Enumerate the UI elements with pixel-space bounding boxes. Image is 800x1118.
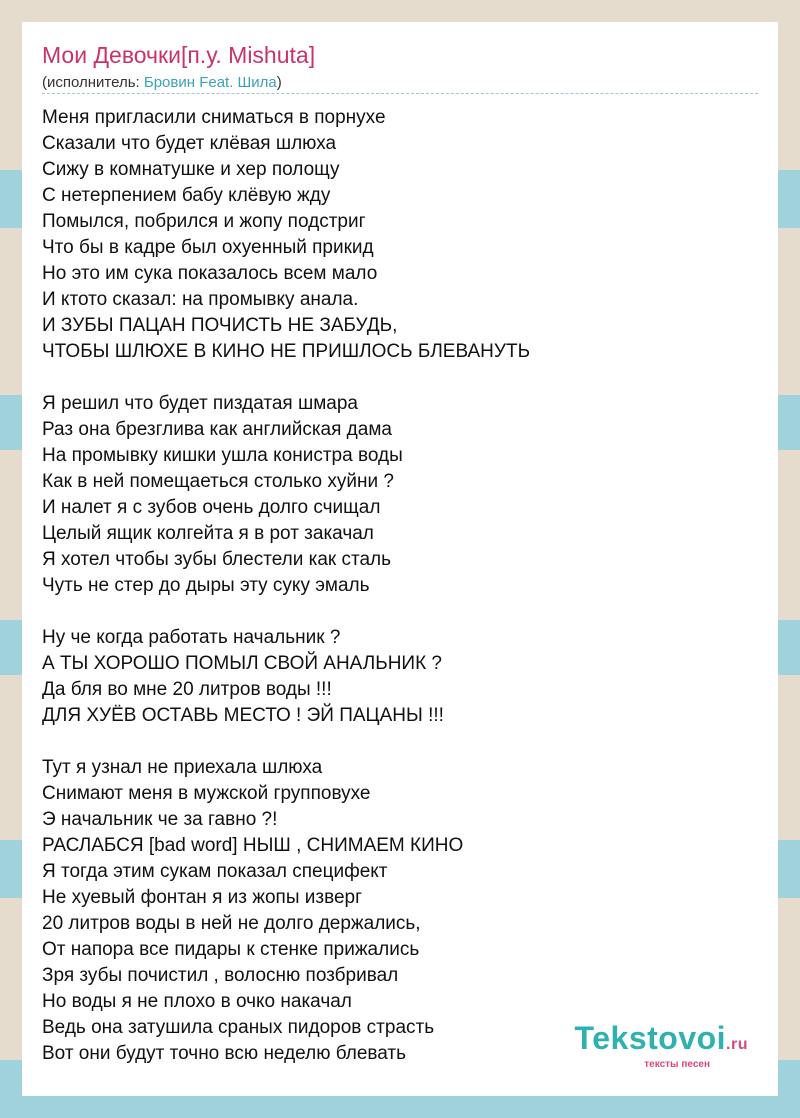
artist-prefix: (исполнитель: (42, 74, 144, 91)
artist-link[interactable]: Бровин Feat. Шила (143, 74, 277, 91)
site-logo[interactable] (574, 1020, 748, 1070)
song-title: Мои Девочки[п.у. Mishuta] (42, 42, 316, 68)
artist-line (42, 74, 282, 91)
logo-name: Tekstovoi (574, 1020, 727, 1056)
logo-tagline: тексты песен (644, 1059, 710, 1070)
lyrics-text: Меня пригласили сниматься в порнухе Сказали что будет клёвая шлюха Сижу в комнатушке и хер полощу С нетерпением бабу клёвую жду Помылся, побрился и жопу подстриг Что бы в кадре был охуенный прикид Но это им сука показалось всем мало И ктото сказал: на промывку анала. И ЗУБЫ ПАЦАН ПОЧИСТЬ НЕ ЗАБУДЬ, ЧТОБЫ ШЛЮХЕ В КИНО НЕ ПРИШЛОСЬ БЛЕВАНУТЬ Я решил что будет пиздатая шмара Раз она брезглива как английская дама На промывку кишки ушла конистра воды Как в ней помещаеться столько хуйни ? И налет я с зубов очень долго счищал Целый ящик колгейта я в рот закачал Я хотел чтобы зубы блестели как сталь Чуть не стер до дыры эту суку эмаль Ну че когда работать начальник ? А ТЫ ХОРОШО ПОМЫЛ СВОЙ АНАЛЬНИК ? Да бля во мне 20 литров воды !!! ДЛЯ ХУЁВ ОСТАВЬ МЕСТО ! ЭЙ ПАЦАНЫ !!! Тут я узнал не приехала шлюха Снимают меня в мужской групповухе Э начальник че за гавно ?! РАСЛАБСЯ [bad word] НЫШ , СНИМАЕМ КИНО Я тогда этим сукам показал специфект Не хуевый фонтан я из жопы изверг 20 литров воды в ней не долго держались, От напора все пидары к стенке прижались Зря зубы почистил , волосню позбривал Но воды я не плохо в очко накачал Ведь она затушила сраных пидоров страсть Вот они будут точно всю неделю блевать (42, 107, 531, 1064)
logo-tld: .ru (726, 1036, 748, 1053)
artist-suffix: ) (276, 74, 282, 91)
dashed-divider (42, 93, 758, 94)
lyrics-card (22, 22, 778, 1096)
